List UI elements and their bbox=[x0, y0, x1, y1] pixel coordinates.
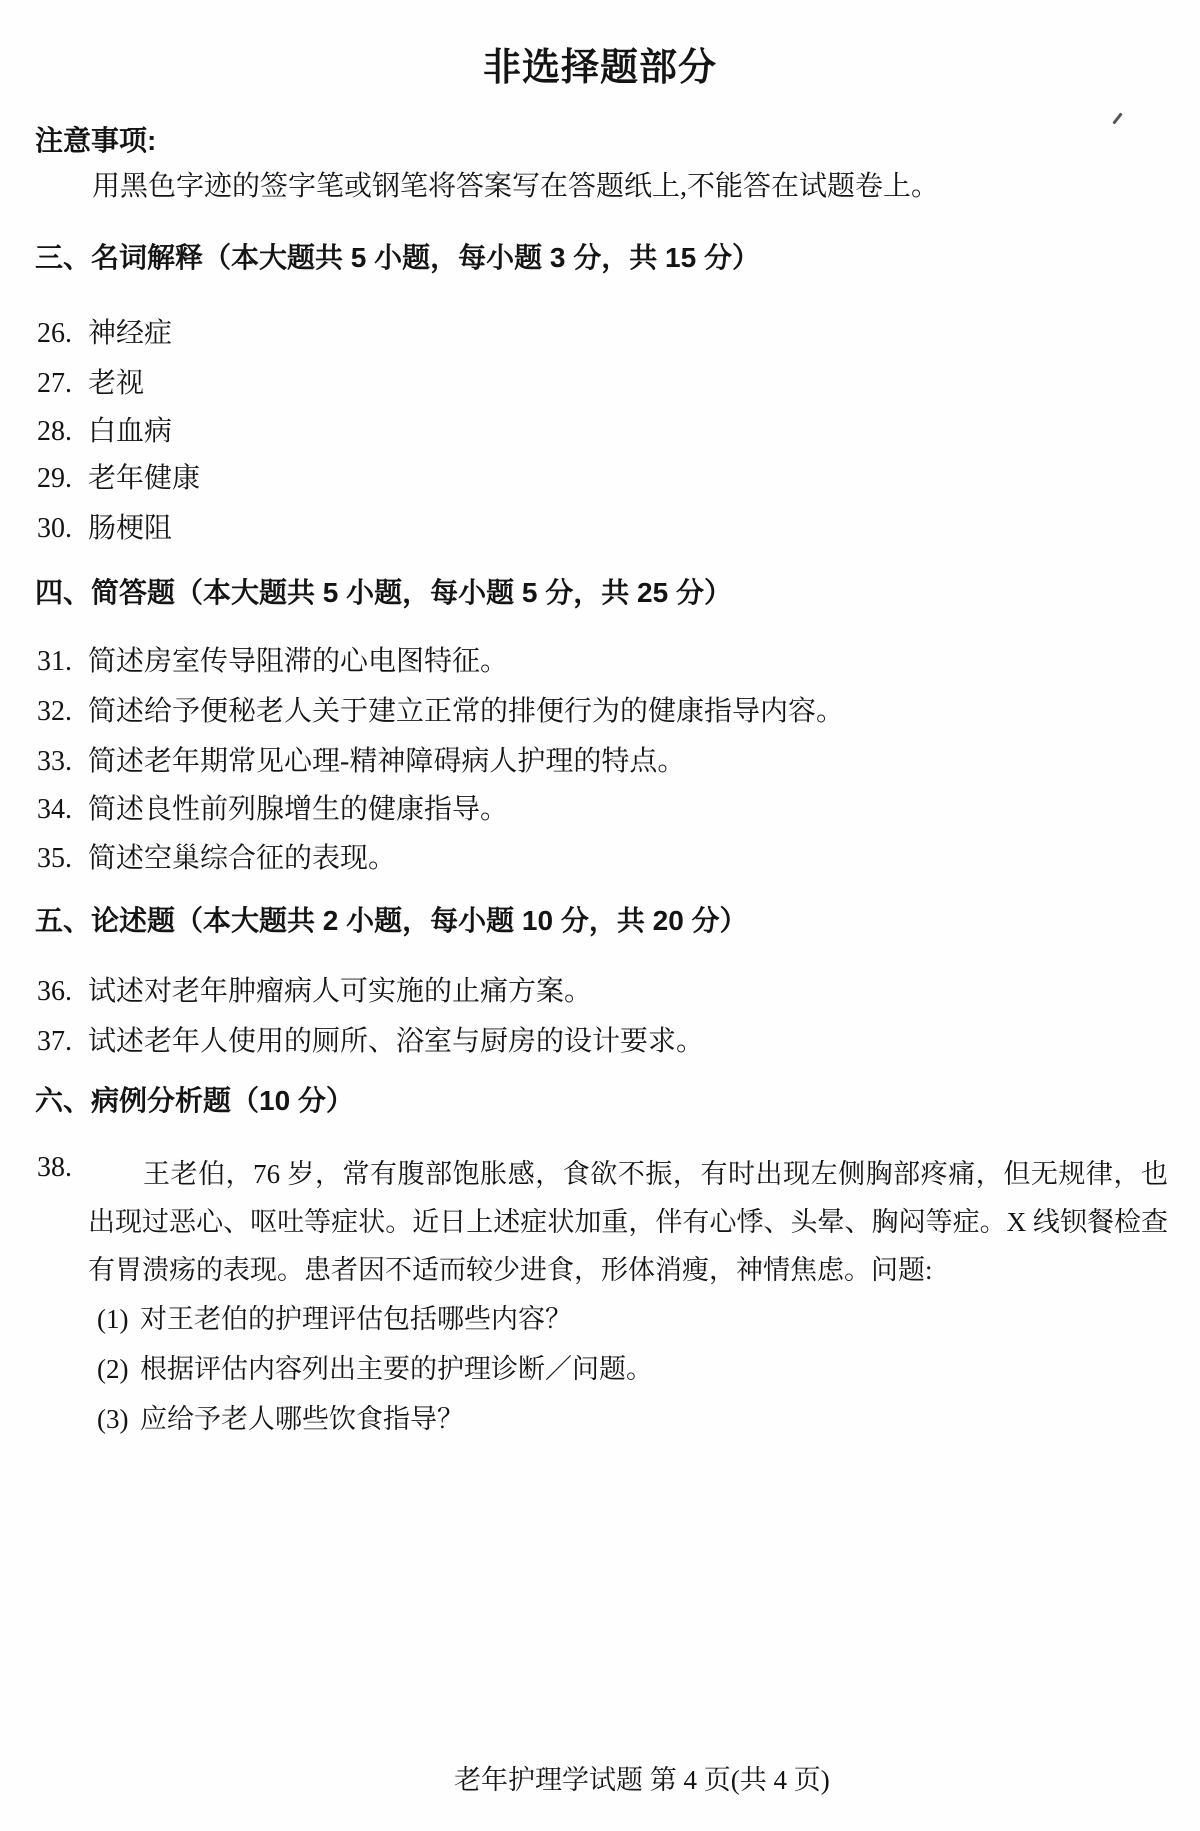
subquestion-number: (1) bbox=[97, 1304, 129, 1334]
question-item-33 bbox=[37, 739, 685, 779]
page-footer: 老年护理学试题 第 4 页(共 4 页) bbox=[454, 1765, 830, 1795]
question-number: 35. bbox=[37, 843, 72, 874]
subquestion-text: 应给予老人哪些饮食指导？ bbox=[140, 1404, 464, 1434]
question-item-29 bbox=[37, 456, 200, 496]
question-item-31 bbox=[37, 639, 508, 679]
subquestion-text: 根据评估内容列出主要的护理诊断／问题。 bbox=[140, 1354, 653, 1384]
question-text: 简述给予便秘老人关于建立正常的排便行为的健康指导内容。 bbox=[88, 696, 845, 727]
question-item-28 bbox=[37, 409, 172, 449]
question-item-37 bbox=[37, 1019, 704, 1059]
question-item-36 bbox=[37, 969, 592, 1009]
notice-label: 注意事项: bbox=[35, 125, 157, 156]
subquestion-number: (3) bbox=[97, 1404, 129, 1434]
subquestion-text: 对王老伯的护理评估包括哪些内容？ bbox=[140, 1304, 572, 1334]
section-heading-case-analysis: 六、病例分析题（10 分） bbox=[35, 1085, 354, 1116]
question-item-34 bbox=[37, 787, 508, 827]
section-heading-short-answer: 四、简答题（本大题共 5 小题，每小题 5 分，共 25 分） bbox=[35, 577, 732, 608]
question-item-32 bbox=[37, 689, 844, 729]
question-text: 白血病 bbox=[88, 416, 173, 447]
question-text: 简述良性前列腺增生的健康指导。 bbox=[88, 794, 509, 825]
question-number: 36. bbox=[37, 976, 72, 1007]
section-heading-essay: 五、论述题（本大题共 2 小题，每小题 10 分，共 20 分） bbox=[35, 905, 748, 936]
question-item-27 bbox=[37, 361, 144, 401]
question-text: 试述老年人使用的厕所、浴室与厨房的设计要求。 bbox=[88, 1026, 705, 1057]
question-item-30 bbox=[37, 506, 172, 546]
notice-text: 用黑色字迹的签字笔或钢笔将答案写在答题纸上,不能答在试题卷上。 bbox=[92, 171, 940, 202]
question-item-35 bbox=[37, 836, 396, 876]
question-number: 31. bbox=[37, 646, 72, 677]
question-number: 28. bbox=[37, 416, 72, 447]
question-text: 神经症 bbox=[88, 318, 173, 349]
question-number: 29. bbox=[37, 463, 72, 494]
question-text: 简述空巢综合征的表现。 bbox=[88, 843, 397, 874]
page-title: 非选择题部分 bbox=[482, 47, 717, 89]
question-text: 简述房室传导阻滞的心电图特征。 bbox=[88, 646, 509, 677]
case-subquestion-1 bbox=[97, 1297, 572, 1336]
question-number: 32. bbox=[37, 696, 72, 727]
question-text: 简述老年期常见心理-精神障碍病人护理的特点。 bbox=[88, 746, 686, 777]
section-heading-glossary: 三、名词解释（本大题共 5 小题，每小题 3 分，共 15 分） bbox=[35, 242, 760, 273]
question-text: 老视 bbox=[88, 368, 145, 399]
question-number: 27. bbox=[37, 368, 72, 399]
subquestion-number: (2) bbox=[97, 1354, 129, 1384]
scan-artifact-mark bbox=[1112, 112, 1122, 124]
question-item-26 bbox=[37, 311, 172, 351]
question-number: 30. bbox=[37, 513, 72, 544]
case-question-number: 38. bbox=[37, 1152, 72, 1183]
question-number: 37. bbox=[37, 1026, 72, 1057]
case-subquestion-3 bbox=[97, 1397, 464, 1436]
question-number: 34. bbox=[37, 794, 72, 825]
question-number: 33. bbox=[37, 746, 72, 777]
question-number: 26. bbox=[37, 318, 72, 349]
case-description-paragraph: 王老伯，76 岁，常有腹部饱胀感，食欲不振，有时出现左侧胸部疼痛，但无规律，也出现过恶心、呕吐等症状。近日上述症状加重，伴有心悸、头晕、胸闷等症。X 线钡餐检查有胃溃疡的表现。患者因不适而较少进食，形体消瘦，神情焦虑。问题: bbox=[88, 1159, 1168, 1285]
question-text: 试述对老年肿瘤病人可实施的止痛方案。 bbox=[88, 976, 593, 1007]
case-subquestion-2 bbox=[97, 1347, 653, 1386]
question-text: 老年健康 bbox=[88, 463, 201, 494]
question-text: 肠梗阻 bbox=[88, 513, 173, 544]
